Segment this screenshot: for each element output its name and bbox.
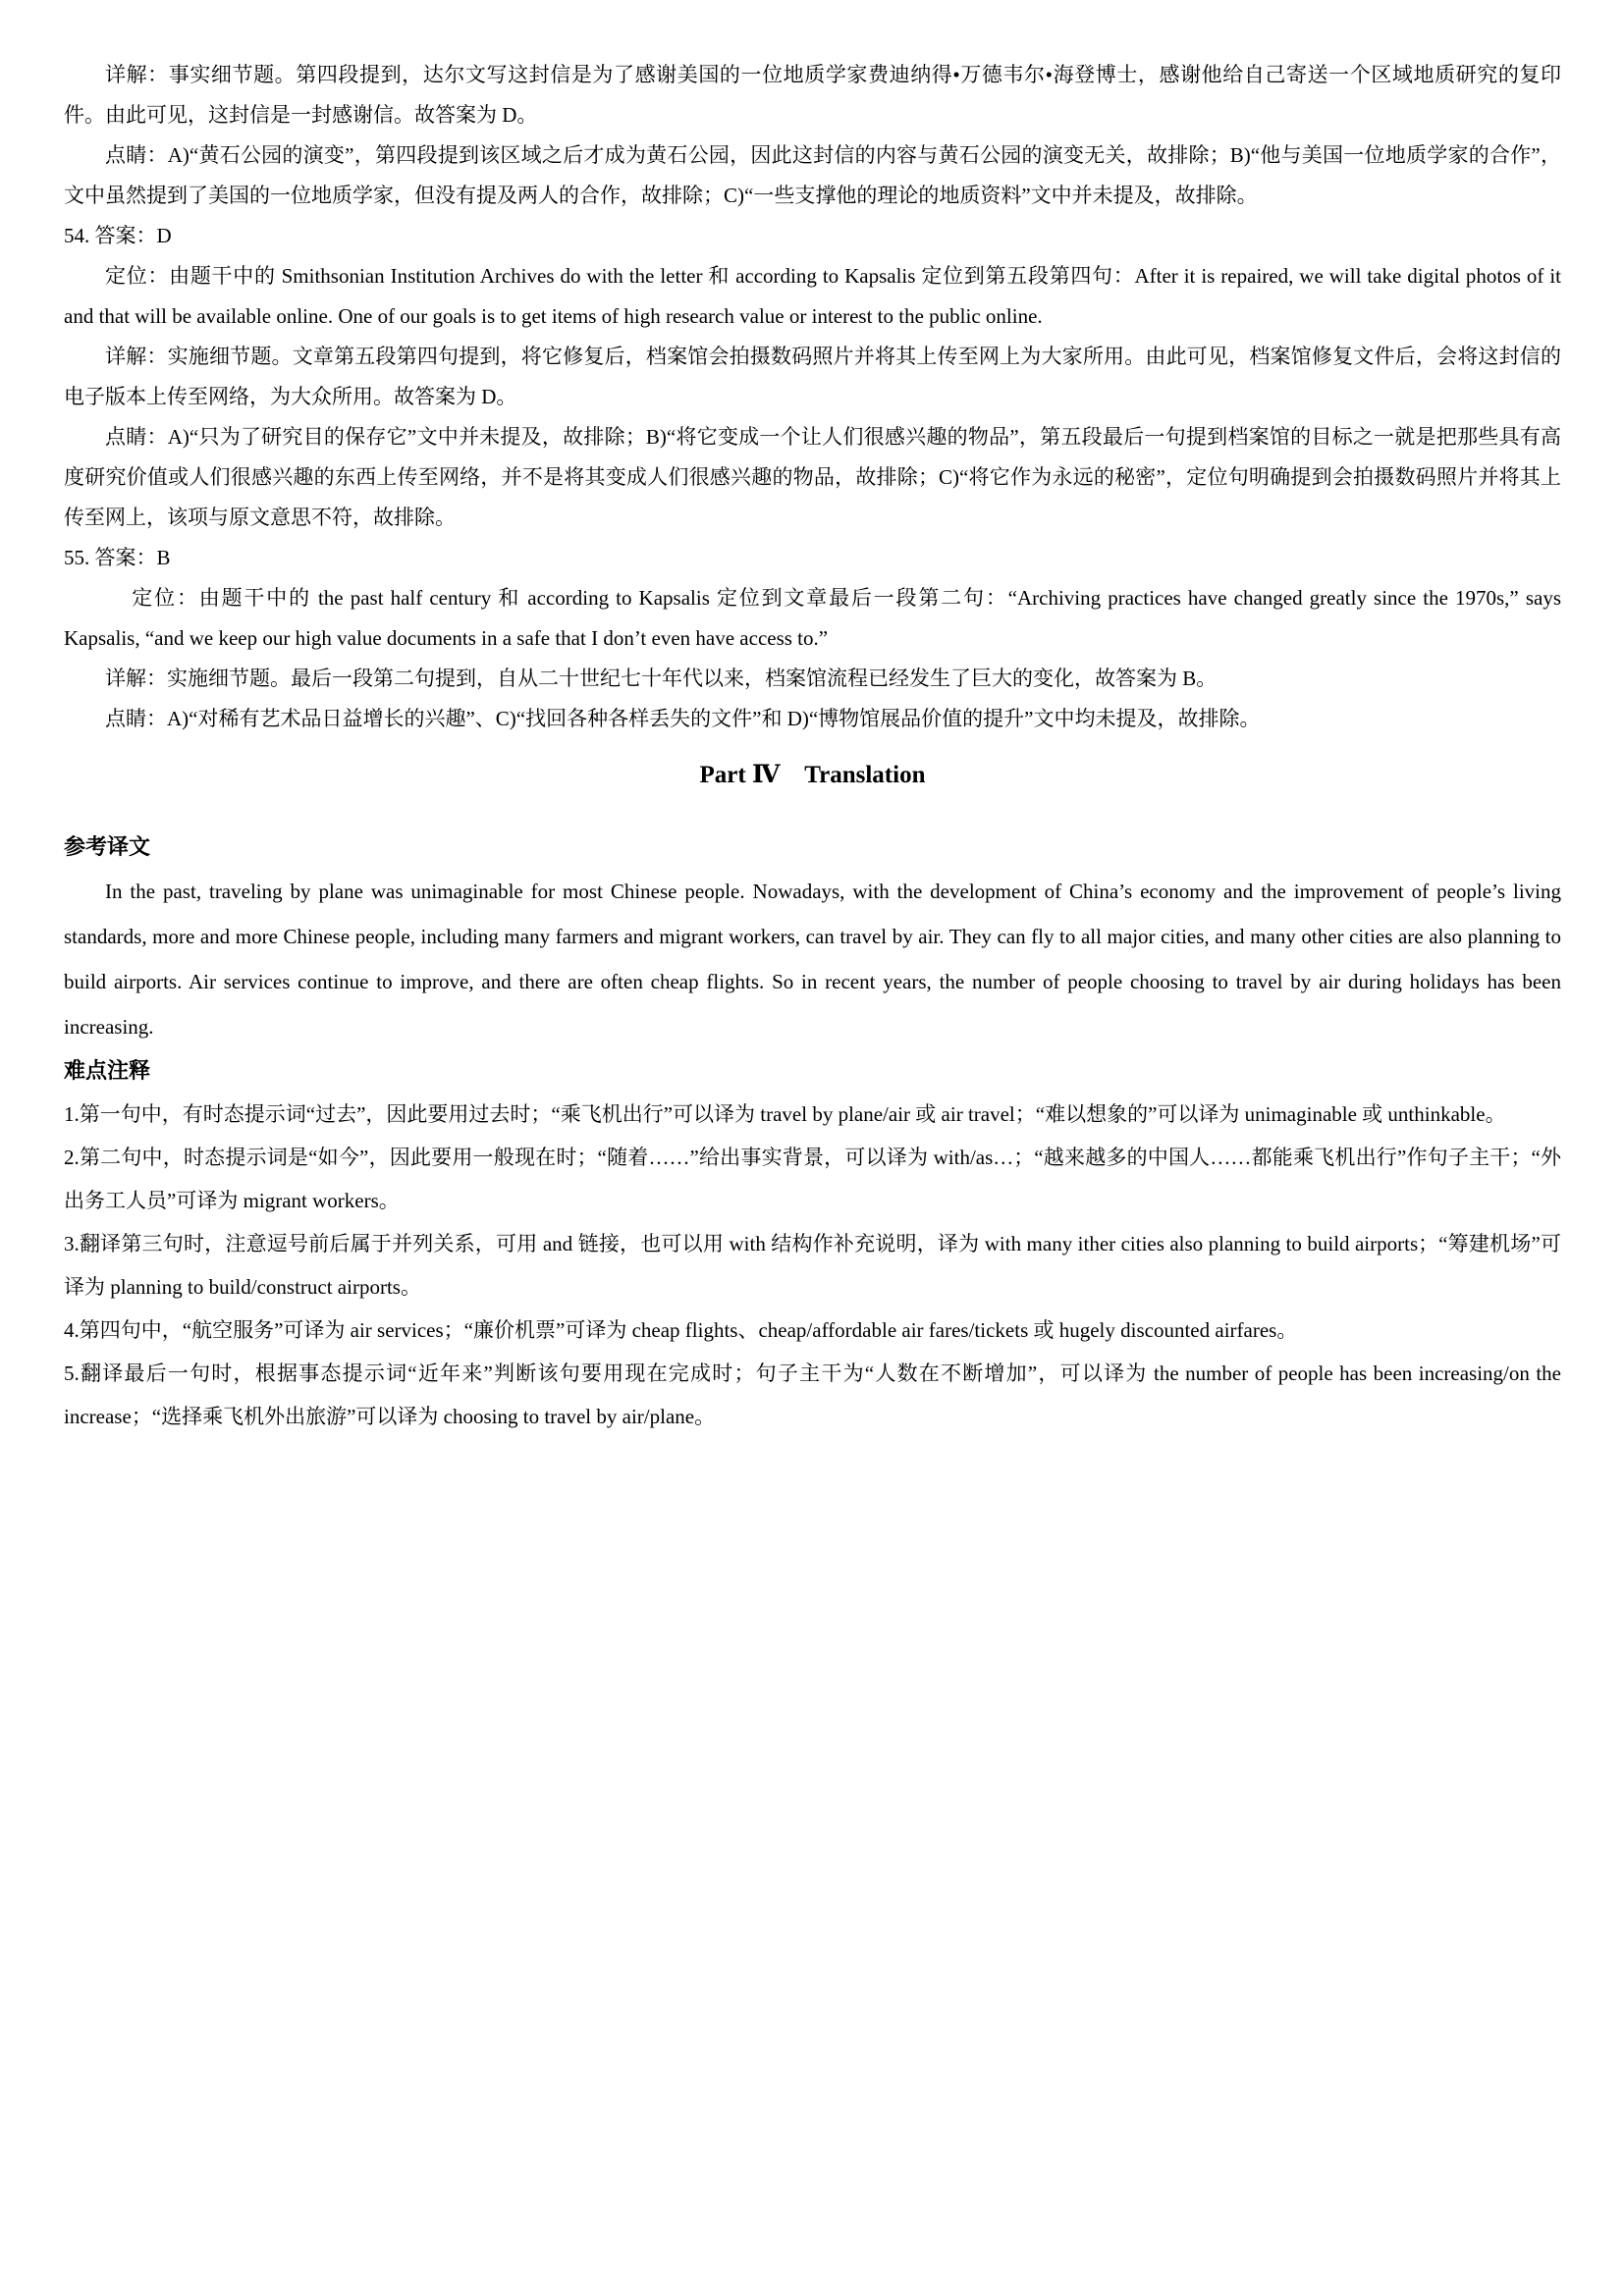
q55-detail-paragraph: 详解：实施细节题。最后一段第二句提到，自从二十世纪七十年代以来，档案馆流程已经发生了巨大的变化，故答案为 B。 — [105, 667, 1218, 690]
note-item-3: 3.翻译第三句时，注意逗号前后属于并列关系，可用 and 链接，也可以用 with 结构作补充说明，译为 with many ither cities also planning to build airports；“筹建机场”可译为 planning to build/construct airports。 — [64, 1232, 1561, 1299]
q54-location-paragraph: 定位：由题干中的 Smithsonian Institution Archives do with the letter 和 according to Kapsalis 定位到第五段第四句：After it is repaired, we will take digital photos of it and that will be available online. One of our goals is to get items of high research value or interest to the public online. — [64, 264, 1561, 328]
q53-detail-paragraph: 详解：事实细节题。第四段提到，达尔文写这封信是为了感谢美国的一位地质学家费迪纳得•万德韦尔•海登博士，感谢他给自己寄送一个区域地质研究的复印件。由此可见，这封信是一封感谢信。故答案为 D。 — [64, 63, 1561, 127]
note-item-4: 4.第四句中，“航空服务”可译为 air services；“廉价机票”可译为 cheap flights、cheap/affordable air fares/tickets 或 hugely discounted airfares。 — [64, 1318, 1298, 1342]
q53-tips-paragraph: 点睛：A)“黄石公园的演变”，第四段提到该区域之后才成为黄石公园，因此这封信的内容与黄石公园的演变无关，故排除；B)“他与美国一位地质学家的合作”，文中虽然提到了美国的一位地质学家，但没有提及两人的合作，故排除；C)“一些支撑他的理论的地质资料”文中并未提及，故排除。 — [64, 143, 1561, 207]
q54-detail-paragraph: 详解：实施细节题。文章第五段第四句提到，将它修复后，档案馆会拍摄数码照片并将其上传至网上为大家所用。由此可见，档案馆修复文件后，会将这封信的电子版本上传至网络，为大众所用。故答案为 D。 — [64, 345, 1561, 408]
note-item-1: 1.第一句中，有时态提示词“过去”，因此要用过去时；“乘飞机出行”可以译为 travel by plane/air 或 air travel；“难以想象的”可以译为 unimaginable 或 unthinkable。 — [64, 1102, 1506, 1126]
q55-tips-paragraph: 点睛：A)“对稀有艺术品日益增长的兴趣”、C)“找回各种各样丢失的文件”和 D)“博物馆展品价值的提升”文中均未提及，故排除。 — [105, 707, 1261, 730]
q55-location-paragraph: 定位：由题干中的 the past half century 和 according to Kapsalis 定位到文章最后一段第二句：“Archiving practices have changed greatly since the 1970s,” says Kapsalis, “and we keep our high value documents in a safe that I don’t even have access to.” — [64, 586, 1561, 650]
note-item-5: 5.翻译最后一句时，根据事态提示词“近年来”判断该句要用现在完成时；句子主干为“人数在不断增加”，可以译为 the number of people has been increasing/on the increase；“选择乘飞机外出旅游”可以译为 choosing to travel by air/plane。 — [64, 1362, 1561, 1428]
reference-translation-paragraph: In the past, traveling by plane was unimaginable for most Chinese people. Nowadays, with the development of China’s economy and the improvement of people’s living standards, more and more Chinese people, including many farmers and migrant workers, can travel by air. They can fly to all major cities, and many other cities are also planning to build airports. Air services continue to improve, and there are often cheap flights. So in recent years, the number of people choosing to travel by air during holidays has been increasing. — [64, 880, 1561, 1039]
q54-tips-paragraph: 点睛：A)“只为了研究目的保存它”文中并未提及，故排除；B)“将它变成一个让人们很感兴趣的物品”，第五段最后一句提到档案馆的目标之一就是把那些具有高度研究价值或人们很感兴趣的东西上传至网络，并不是将其变成人们很感兴趣的物品，故排除；C)“将它作为永远的秘密”，定位句明确提到会拍摄数码照片并将其上传至网上，该项与原文意思不符，故排除。 — [64, 425, 1561, 529]
reference-translation-section — [64, 826, 1561, 1049]
notes-section — [64, 1049, 1561, 1438]
reference-translation-heading: 参考译文 — [64, 834, 151, 859]
notes-heading: 难点注释 — [64, 1058, 151, 1083]
q54-answer-line: 54. 答案：D — [64, 224, 172, 247]
note-item-2: 2.第二句中，时态提示词是“如今”，因此要用一般现在时；“随着……”给出事实背景，可以译为 with/as…；“越来越多的中国人……都能乘飞机出行”作句子主干；“外出务工人员”可译为 migrant workers。 — [64, 1146, 1561, 1212]
q55-answer-line: 55. 答案：B — [64, 546, 171, 569]
part4-title: Part Ⅳ Translation — [699, 762, 926, 788]
